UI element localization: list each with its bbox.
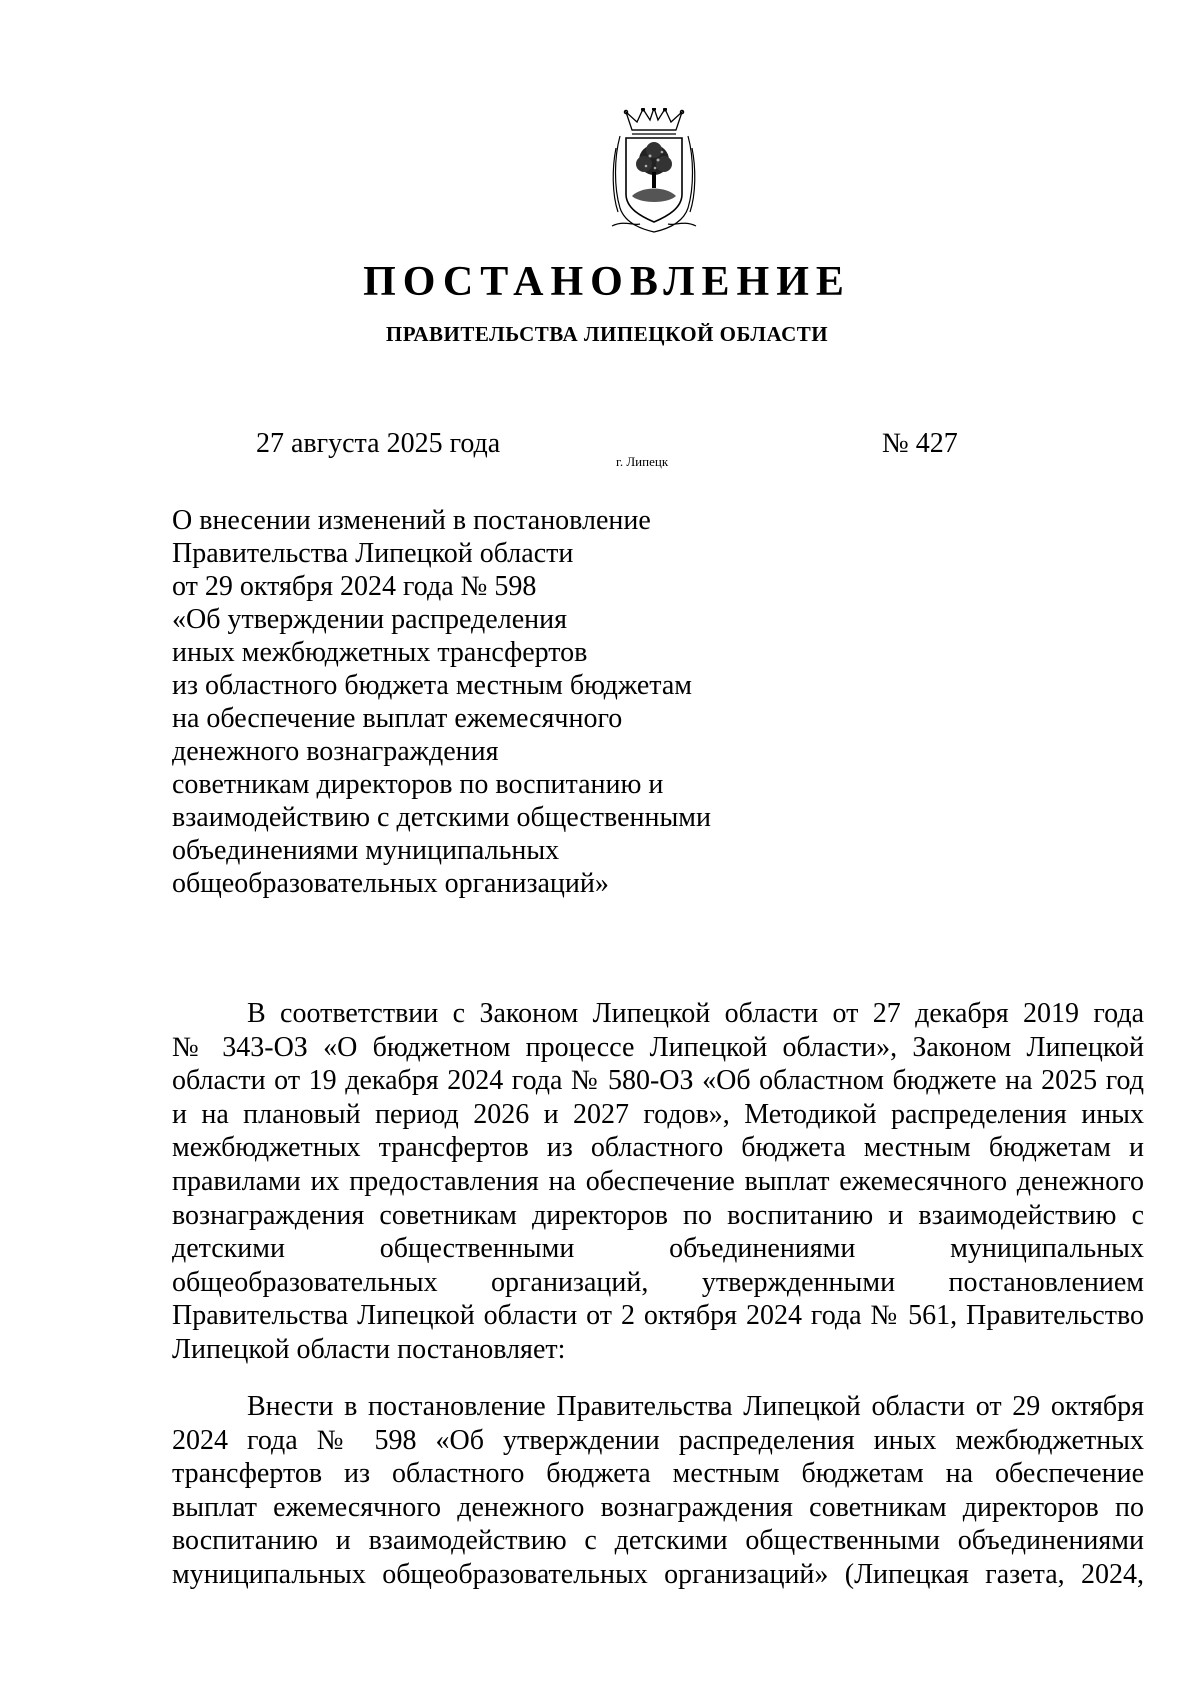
document-title: ПОСТАНОВЛЕНИЕ [363, 259, 851, 305]
paragraph-line: общеобразовательных организаций, утвержденными постановлением [172, 1266, 1144, 1298]
subject-line: объединениями муниципальных [172, 835, 560, 866]
paragraph-line: выплат ежемесячного денежного вознаграждения советникам директоров по [172, 1491, 1144, 1523]
paragraph-line: 2024 года № 598 «Об утверждении распределения иных межбюджетных [172, 1424, 1144, 1456]
paragraph-line: правилами их предоставления на обеспечение выплат ежемесячного денежного [172, 1165, 1144, 1197]
paragraph-line: воспитанию и взаимодействию с детскими общественными объединениями [172, 1525, 1144, 1557]
paragraph-line: межбюджетных трансфертов из областного бюджета местным бюджетам и [172, 1132, 1144, 1164]
paragraph-line: Липецкой области постановляет: [172, 1333, 566, 1365]
subject-line: взаимодействию с детскими общественными [172, 802, 712, 833]
subject-line: Правительства Липецкой области [172, 538, 574, 569]
paragraph-line: В соответствии с Законом Липецкой области от 27 декабря 2019 года [247, 998, 1144, 1029]
paragraph-line: детскими общественными объединениями муниципальных [172, 1233, 1144, 1265]
paragraph-line: муниципальных общеобразовательных организаций» (Липецкая газета, 2024, [172, 1558, 1144, 1590]
subject-line: от 29 октября 2024 года № 598 [172, 571, 537, 602]
paragraph-line: вознаграждения советникам директоров по воспитанию и взаимодействию с [172, 1199, 1144, 1231]
subject-line: «Об утверждении распределения [172, 604, 567, 635]
coat-of-arms-icon [610, 108, 698, 234]
paragraph-line: Внести в постановление Правительства Липецкой области от 29 октября [247, 1391, 1144, 1422]
document-date: 27 августа 2025 года [256, 428, 501, 459]
document-number: № 427 [882, 428, 958, 459]
preamble-paragraph [172, 997, 1144, 1367]
paragraph-line: № 343-ОЗ «О бюджетном процессе Липецкой области», Законом Липецкой [172, 1031, 1144, 1063]
paragraph-line: области от 19 декабря 2024 года № 580-ОЗ «Об областном бюджете на 2025 год [172, 1065, 1144, 1097]
subject-line: О внесении изменений в постановление [172, 505, 651, 536]
paragraph-line: трансфертов из областного бюджета местным бюджетам на обеспечение [172, 1458, 1144, 1490]
document-issuer: ПРАВИТЕЛЬСТВА ЛИПЕЦКОЙ ОБЛАСТИ [385, 322, 829, 346]
subject-line: на обеспечение выплат ежемесячного [172, 703, 623, 734]
subject-line: из областного бюджета местным бюджетам [172, 670, 692, 701]
document-city: г. Липецк [616, 454, 669, 469]
paragraph-line: и на плановый период 2026 и 2027 годов», Методикой распределения иных [172, 1098, 1144, 1130]
resolution-paragraph [172, 1390, 1144, 1592]
document-subject [172, 504, 792, 900]
subject-line: общеобразовательных организаций» [172, 868, 609, 899]
subject-line: советникам директоров по воспитанию и [172, 769, 664, 800]
paragraph-line: Правительства Липецкой области от 2 октября 2024 года № 561, Правительство [172, 1300, 1144, 1332]
subject-line: иных межбюджетных трансфертов [172, 637, 588, 668]
subject-line: денежного вознаграждения [172, 736, 499, 767]
